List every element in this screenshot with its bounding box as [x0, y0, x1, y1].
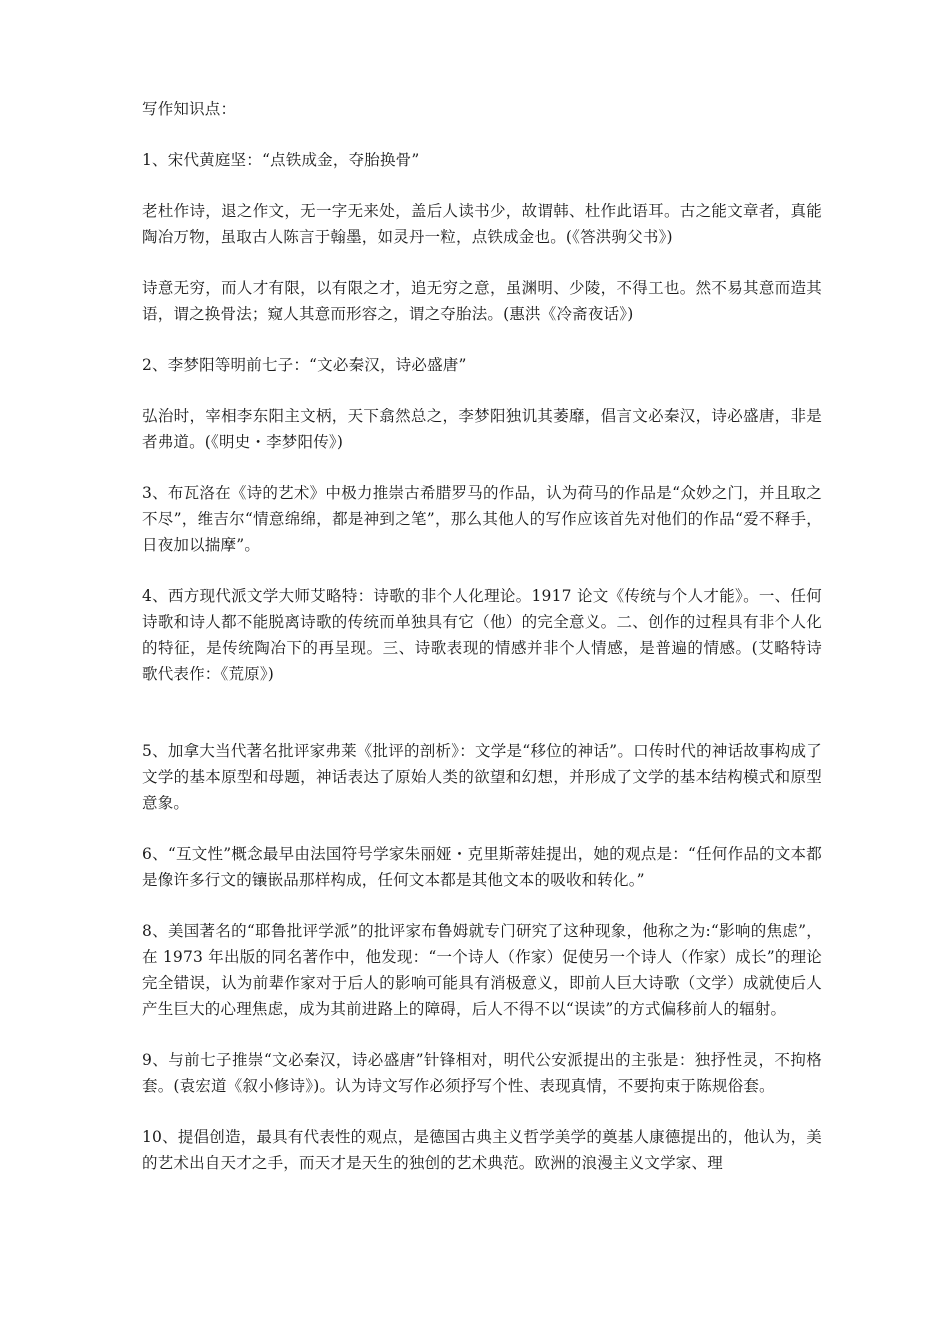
- section-1-paragraph-1: 老杜作诗，退之作文，无一字无来处，盖后人读书少，故谓韩、杜作此语耳。古之能文章者，真能陶冶万物，虽取古人陈言于翰墨，如灵丹一粒，点铁成金也。(《答洪驹父书》): [142, 202, 822, 246]
- spacer: [142, 1022, 822, 1047]
- spacer: [142, 1099, 822, 1124]
- spacer: [142, 173, 822, 198]
- section-2-title: 2、李梦阳等明前七子：“文必秦汉，诗必盛唐”: [142, 356, 467, 374]
- section-3-paragraph: 3、布瓦洛在《诗的艺术》中极力推崇古希腊罗马的作品，认为荷马的作品是“众妙之门，并且取之不尽”，维吉尔“情意绵绵，都是神到之笔”，那么其他人的写作应该首先对他们的作品“爱不释手，日夜加以揣摩”。: [142, 484, 822, 554]
- section-10-paragraph: 10、提倡创造，最具有代表性的观点，是德国古典主义哲学美学的奠基人康德提出的，他认为，美的艺术出自天才之手，而天才是天生的独创的艺术典范。欧洲的浪漫主义文学家、理: [142, 1128, 822, 1172]
- spacer: [142, 893, 822, 918]
- spacer-large: [142, 687, 822, 738]
- section-8-paragraph: 8、美国著名的“耶鲁批评学派”的批评家布鲁姆就专门研究了这种现象，他称之为:“影响的焦虑”，在 1973 年出版的同名著作中，他发现：“一个诗人（作家）促使另一个诗人（作家）成长”的理论完全错误，认为前辈作家对于后人的影响可能具有消极意义，即前人巨大诗歌（文学）成就使后人产生巨大的心理焦虑，成为其前进路上的障碍，后人不得不以“误读”的方式偏移前人的辐射。: [142, 922, 822, 1018]
- spacer: [142, 250, 822, 275]
- spacer: [142, 378, 822, 403]
- section-4-paragraph: 4、西方现代派文学大师艾略特：诗歌的非个人化理论。1917 论文《传统与个人才能》。一、任何诗歌和诗人都不能脱离诗歌的传统而单独具有它（他）的完全意义。二、创作的过程具有非个人化的特征，是传统陶冶下的再呈现。三、诗歌表现的情感并非个人情感，是普遍的情感。(艾略特诗歌代表作：《荒原》): [142, 587, 822, 683]
- section-6-paragraph: 6、“互文性”概念最早由法国符号学家朱丽娅・克里斯蒂娃提出，她的观点是：“任何作品的文本都是像许多行文的镶嵌品那样构成，任何文本都是其他文本的吸收和转化。”: [142, 845, 822, 889]
- document-heading: 写作知识点：: [142, 100, 237, 118]
- spacer: [142, 816, 822, 841]
- section-5-paragraph: 5、加拿大当代著名批评家弗莱《批评的剖析》：文学是“移位的神话”。口传时代的神话故事构成了文学的基本原型和母题，神话表达了原始人类的欲望和幻想，并形成了文学的基本结构模式和原型意象。: [142, 742, 822, 812]
- spacer: [142, 327, 822, 352]
- spacer: [142, 558, 822, 583]
- section-9-paragraph: 9、与前七子推崇“文必秦汉，诗必盛唐”针锋相对，明代公安派提出的主张是：独抒性灵，不拘格套。(袁宏道《叙小修诗》)。认为诗文写作必须抒写个性、表现真情，不要拘束于陈规俗套。: [142, 1051, 822, 1095]
- section-2-paragraph-1: 弘治时，宰相李东阳主文柄，天下翕然总之，李梦阳独讥其萎靡，倡言文必秦汉，诗必盛唐，非是者弗道。(《明史・李梦阳传》): [142, 407, 822, 451]
- section-1-title: 1、宋代黄庭坚：“点铁成金，夺胎换骨”: [142, 151, 420, 169]
- section-1-paragraph-2: 诗意无穷，而人才有限，以有限之才，追无穷之意，虽渊明、少陵，不得工也。然不易其意而造其语，谓之换骨法；窥人其意而形容之，谓之夺胎法。(惠洪《冷斋夜话》): [142, 279, 822, 323]
- document-body: [142, 96, 822, 1176]
- spacer: [142, 455, 822, 480]
- spacer: [142, 122, 822, 147]
